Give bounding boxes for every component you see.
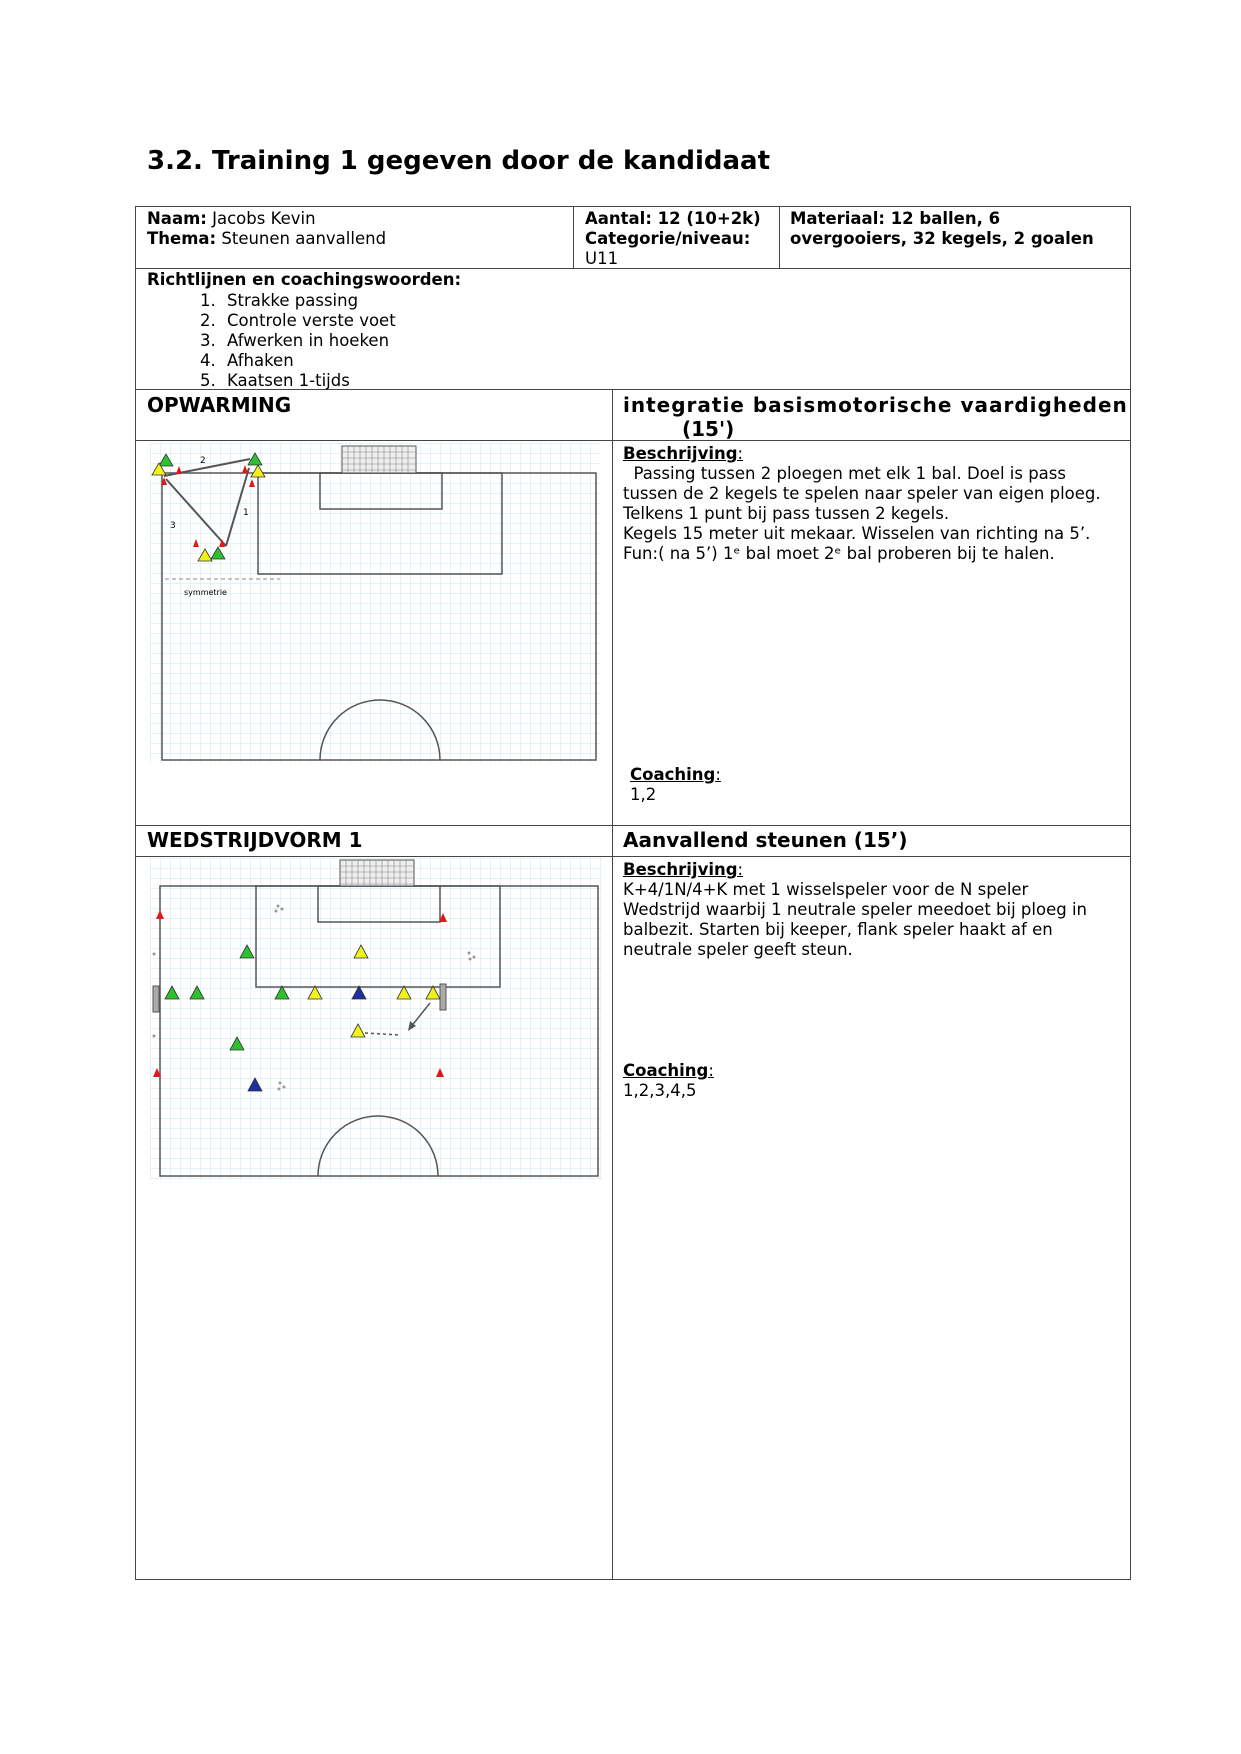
page-title: 3.2. Training 1 gegeven door de kandidaat — [147, 146, 771, 176]
guideline-item: 2. Controle verste voet — [221, 311, 396, 331]
section1-desc-line: Passing tussen 2 ploegen met elk 1 bal. Doel is pass — [623, 464, 1066, 483]
goal-net — [340, 860, 414, 886]
section2-subtitle: Aanvallend steunen (15’) — [623, 828, 908, 852]
ball-icon — [469, 958, 472, 961]
grid-background — [150, 858, 602, 1180]
section2-coaching-label: Coaching: — [623, 1061, 714, 1080]
materiaal-line2: overgooiers, 32 kegels, 2 goalen — [790, 229, 1094, 248]
section2-desc-line: K+4/1N/4+K met 1 wisselspeler voor de N speler — [623, 880, 1029, 899]
small-goal-right — [440, 984, 446, 1010]
guideline-item: 4. Afhaken — [221, 351, 396, 371]
section1-coaching-value: 1,2 — [630, 785, 657, 804]
guidelines-title: Richtlijnen en coachingswoorden: — [147, 270, 462, 289]
section1-desc-line: Telkens 1 punt bij pass tussen 2 kegels. — [623, 504, 950, 523]
diagram-label-symmetrie: symmetrie — [184, 588, 227, 597]
aantal: Aantal: 12 (10+2k) — [585, 209, 761, 228]
guideline-item: 1. Strakke passing — [221, 291, 396, 311]
section1-desc-line: Kegels 15 meter uit mekaar. Wisselen van richting na 5’. — [623, 524, 1091, 543]
section1-subtitle-duration: (15') — [682, 417, 735, 441]
guideline-item: 3. Afwerken in hoeken — [221, 331, 396, 351]
row-divider — [135, 856, 1131, 857]
col-divider — [573, 206, 574, 268]
row-divider — [135, 440, 1131, 441]
warmup-field-diagram — [150, 443, 600, 763]
section2-beschrijving-label: Beschrijving: — [623, 860, 744, 879]
section1-coaching-label: Coaching: — [630, 765, 721, 784]
section1-desc-line: Fun:( na 5’) 1ᵉ bal moet 2ᵉ bal proberen bij te halen. — [623, 544, 1055, 563]
section2-title: WEDSTRIJDVORM 1 — [147, 828, 363, 852]
naam-row — [147, 209, 316, 229]
section2-desc-line: Wedstrijd waarbij 1 neutrale speler meedoet bij ploeg in — [623, 900, 1087, 919]
ball-icon — [153, 1035, 156, 1038]
ball-icon — [278, 1088, 281, 1091]
col-divider — [779, 206, 780, 268]
thema-value: Steunen aanvallend — [221, 229, 387, 248]
section1-title: OPWARMING — [147, 393, 292, 417]
goal-net — [342, 446, 416, 473]
section2-coaching-value: 1,2,3,4,5 — [623, 1081, 697, 1100]
categorie-label: Categorie/niveau: — [585, 229, 751, 248]
row-divider — [135, 825, 1131, 826]
ball-icon — [281, 908, 284, 911]
small-goal-left — [153, 986, 159, 1012]
row-divider — [135, 268, 1131, 269]
thema-label: Thema: — [147, 229, 217, 248]
diagram-label-3: 3 — [170, 521, 176, 531]
ball-icon — [473, 956, 476, 959]
section1-beschrijving-label: Beschrijving: — [623, 444, 744, 463]
ball-icon — [468, 952, 471, 955]
guidelines-list — [183, 291, 396, 391]
diagram-label-1: 1 — [243, 508, 249, 518]
guideline-item: 5. Kaatsen 1-tijds — [221, 371, 396, 391]
naam-value: Jacobs Kevin — [212, 209, 316, 228]
thema-row — [147, 229, 386, 249]
col-divider — [612, 389, 613, 1579]
ball-icon — [283, 1086, 286, 1089]
diagram-label-2: 2 — [200, 456, 206, 466]
section2-desc-line: balbezit. Starten bij keeper, flank speler haakt af en — [623, 920, 1053, 939]
ball-icon — [277, 905, 280, 908]
section2-desc-line: neutrale speler geeft steun. — [623, 940, 853, 959]
materiaal-line1: Materiaal: 12 ballen, 6 — [790, 209, 1001, 228]
ball-icon — [153, 953, 156, 956]
section1-desc-line: tussen de 2 kegels te spelen naar speler van eigen ploeg. — [623, 484, 1101, 503]
match-field-diagram — [150, 858, 602, 1180]
naam-label: Naam: — [147, 209, 207, 228]
categorie-value: U11 — [585, 249, 619, 268]
section1-subtitle: integratie basismotorische vaardigheden — [623, 393, 1128, 417]
ball-icon — [279, 1082, 282, 1085]
ball-icon — [275, 910, 278, 913]
grid-background — [150, 443, 600, 763]
